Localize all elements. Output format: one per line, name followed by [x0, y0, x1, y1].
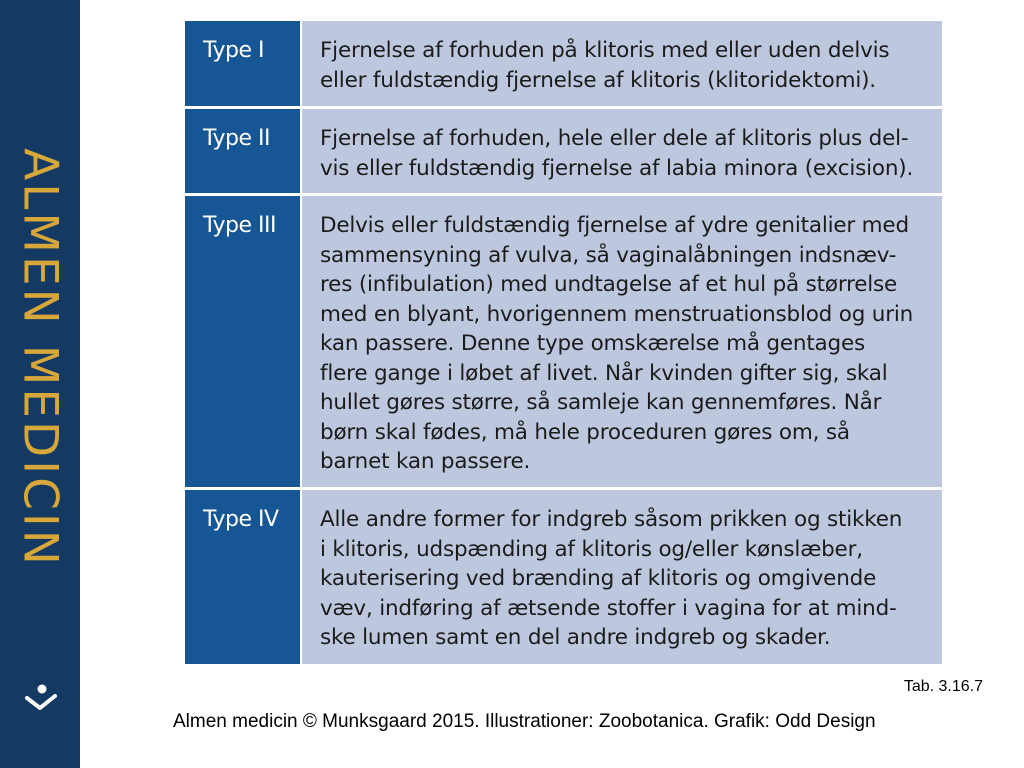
- publisher-logo-icon: [25, 684, 57, 714]
- type-label: Type III: [185, 196, 300, 487]
- description-line: flere gange i løbet af livet. Når kvinden gifter sig, skal: [320, 360, 888, 386]
- description-line: i klitoris, udspænding af klitoris og/eller kønslæber,: [320, 536, 863, 562]
- description-line: kauterisering ved brænding af klitoris og omgivende: [320, 566, 877, 591]
- type-description: [302, 21, 942, 106]
- description-line: med en blyant, hvorigennem menstruationsblod og urin: [320, 301, 914, 327]
- sidebar: [0, 0, 80, 768]
- description-line: Alle andre former for indgreb såsom prikken og stikken: [320, 507, 903, 532]
- type-label: Type IV: [185, 490, 300, 664]
- description-line: barnet kan passere.: [320, 449, 531, 474]
- type-description: [302, 490, 942, 664]
- table-row: [185, 196, 942, 487]
- table-row: [185, 21, 942, 106]
- description-line: børn skal fødes, må hele proceduren gøres om, så: [320, 419, 850, 445]
- description-line: sammensyning af vulva, så vaginalåbningen indsnæv-: [320, 242, 897, 268]
- type-description: [302, 109, 942, 193]
- description-line: Fjernelse af forhuden på klitoris med eller uden delvis: [320, 38, 890, 63]
- type-label: Type II: [185, 109, 300, 193]
- description-line: Delvis eller fuldstændig fjernelse af ydre genitalier med: [320, 213, 909, 238]
- type-description: [302, 196, 942, 487]
- table-row: [185, 109, 942, 193]
- description-line: ske lumen samt en del andre indgreb og skader.: [320, 625, 831, 650]
- type-label: Type I: [185, 21, 300, 106]
- description-line: res (infibulation) med undtagelse af et hul på størrelse: [320, 272, 898, 297]
- brand-title: ALMEN MEDICIN: [12, 148, 68, 568]
- table-reference: Tab. 3.16.7: [903, 678, 983, 695]
- table-row: [185, 490, 942, 664]
- description-line: eller fuldstændig fjernelse af klitoris (klitoridektomi).: [320, 67, 876, 93]
- description-line: væv, indføring af ætsende stoffer i vagina for at mind-: [320, 595, 897, 621]
- fgm-classification-table: [185, 21, 942, 664]
- description-line: hullet gøres større, så samleje kan gennemføres. Når: [320, 390, 882, 415]
- description-line: Fjernelse af forhuden, hele eller dele af klitoris plus del-: [320, 126, 909, 151]
- copyright-credit: Almen medicin © Munksgaard 2015. Illustrationer: Zoobotanica. Grafik: Odd Design: [173, 711, 876, 732]
- description-line: kan passere. Denne type omskærelse må gentages: [320, 331, 866, 356]
- description-line: vis eller fuldstændig fjernelse af labia minora (excision).: [320, 155, 914, 181]
